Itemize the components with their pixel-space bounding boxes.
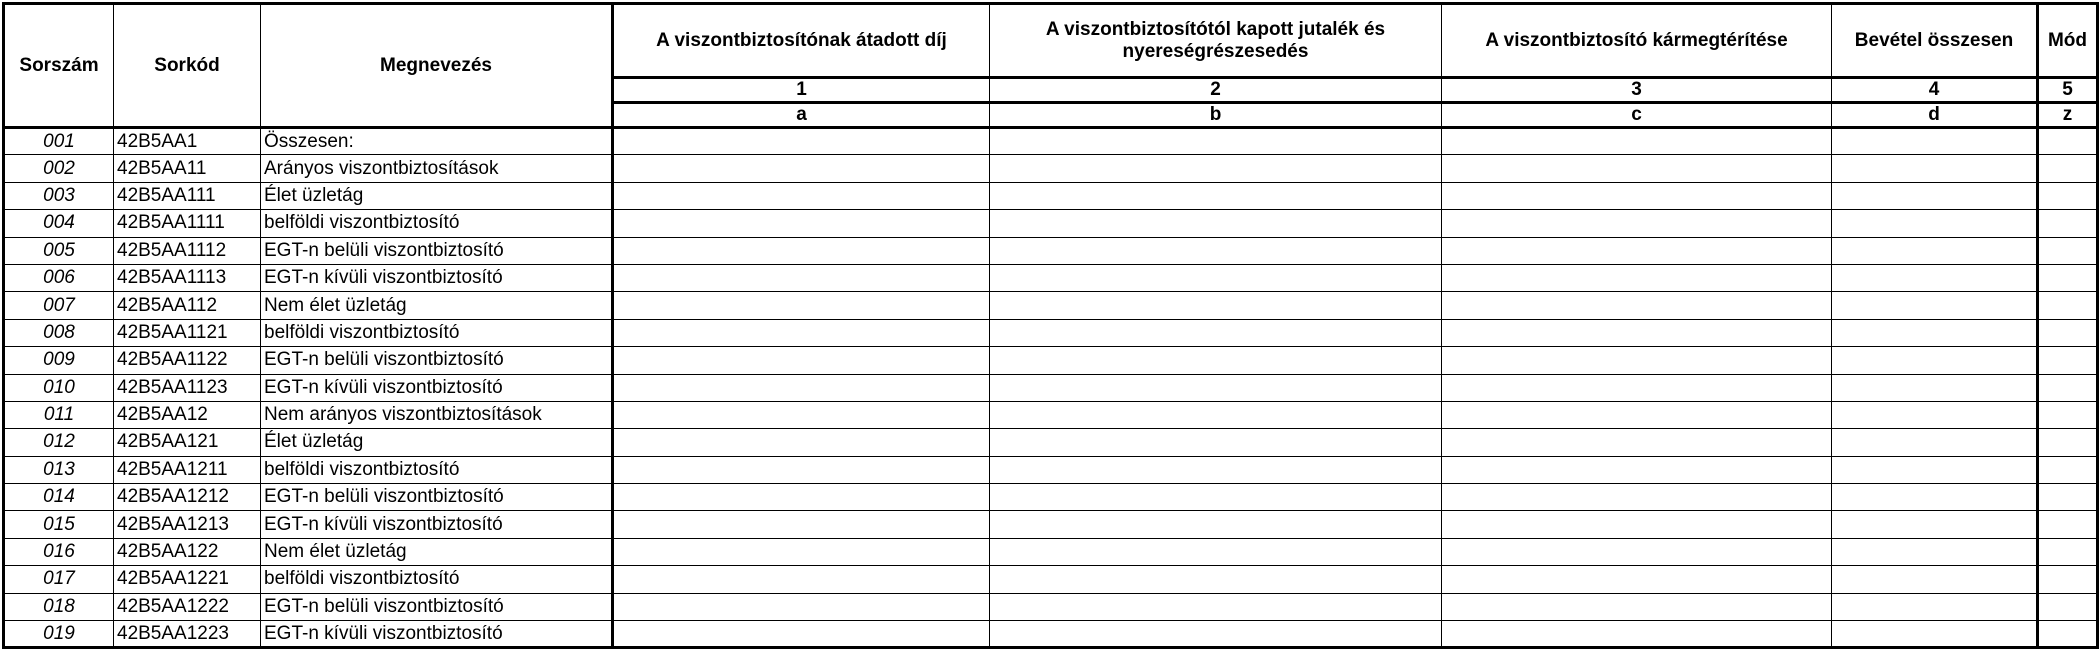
cell-col-5[interactable] <box>2038 182 2098 209</box>
cell-col-4[interactable] <box>1832 374 2038 401</box>
cell-col-2[interactable] <box>990 401 1442 428</box>
row-code: 42B5AA1112 <box>114 237 261 264</box>
row-number: 009 <box>4 347 114 374</box>
table-row <box>4 182 2098 209</box>
cell-col-4[interactable] <box>1832 456 2038 483</box>
row-code: 42B5AA1123 <box>114 374 261 401</box>
cell-col-2[interactable] <box>990 182 1442 209</box>
row-number: 017 <box>4 566 114 593</box>
cell-col-2[interactable] <box>990 128 1442 155</box>
cell-col-1[interactable] <box>613 128 990 155</box>
row-code: 42B5AA12 <box>114 401 261 428</box>
row-number: 003 <box>4 182 114 209</box>
cell-col-5[interactable] <box>2038 484 2098 511</box>
row-code: 42B5AA1 <box>114 128 261 155</box>
cell-col-5[interactable] <box>2038 237 2098 264</box>
row-code: 42B5AA111 <box>114 182 261 209</box>
header-col-2-number: 2 <box>990 78 1442 103</box>
table-row <box>4 237 2098 264</box>
cell-col-4[interactable] <box>1832 511 2038 538</box>
header-col-5-letter: z <box>2038 103 2098 128</box>
cell-col-1[interactable] <box>613 374 990 401</box>
cell-col-2[interactable] <box>990 538 1442 565</box>
cell-col-3[interactable] <box>1442 155 1832 182</box>
cell-col-4[interactable] <box>1832 264 2038 291</box>
cell-col-4[interactable] <box>1832 292 2038 319</box>
cell-col-2[interactable] <box>990 456 1442 483</box>
cell-col-5[interactable] <box>2038 292 2098 319</box>
cell-col-3[interactable] <box>1442 182 1832 209</box>
cell-col-3[interactable] <box>1442 456 1832 483</box>
row-number: 005 <box>4 237 114 264</box>
header-col-2-letter: b <box>990 103 1442 128</box>
table-row <box>4 429 2098 456</box>
row-code: 42B5AA11 <box>114 155 261 182</box>
cell-col-1[interactable] <box>613 456 990 483</box>
cell-col-1[interactable] <box>613 347 990 374</box>
row-name: Arányos viszontbiztosítások <box>261 155 613 182</box>
cell-col-5[interactable] <box>2038 401 2098 428</box>
row-number: 016 <box>4 538 114 565</box>
cell-col-3[interactable] <box>1442 374 1832 401</box>
header-col-2-title: A viszontbiztosítótól kapott jutalék és nyereségrészesedés <box>990 4 1442 78</box>
cell-col-4[interactable] <box>1832 621 2038 648</box>
header-col-3-letter: c <box>1442 103 1832 128</box>
cell-col-5[interactable] <box>2038 374 2098 401</box>
cell-col-1[interactable] <box>613 319 990 346</box>
row-code: 42B5AA122 <box>114 538 261 565</box>
row-number: 001 <box>4 128 114 155</box>
row-name: Élet üzletág <box>261 429 613 456</box>
cell-col-4[interactable] <box>1832 401 2038 428</box>
row-name: belföldi viszontbiztosító <box>261 210 613 237</box>
cell-col-1[interactable] <box>613 155 990 182</box>
row-name: EGT-n belüli viszontbiztosító <box>261 484 613 511</box>
row-name: Nem élet üzletág <box>261 538 613 565</box>
row-number: 002 <box>4 155 114 182</box>
table-row <box>4 484 2098 511</box>
header-col-5-title: Mód <box>2038 4 2098 78</box>
cell-col-4[interactable] <box>1832 429 2038 456</box>
table-row <box>4 566 2098 593</box>
row-code: 42B5AA1223 <box>114 621 261 648</box>
cell-col-3[interactable] <box>1442 319 1832 346</box>
cell-col-3[interactable] <box>1442 292 1832 319</box>
cell-col-2[interactable] <box>990 155 1442 182</box>
row-code: 42B5AA1122 <box>114 347 261 374</box>
row-number: 013 <box>4 456 114 483</box>
cell-col-5[interactable] <box>2038 593 2098 620</box>
header-col-1-letter: a <box>613 103 990 128</box>
row-name: belföldi viszontbiztosító <box>261 456 613 483</box>
cell-col-5[interactable] <box>2038 210 2098 237</box>
cell-col-1[interactable] <box>613 401 990 428</box>
table-row <box>4 292 2098 319</box>
row-name: EGT-n belüli viszontbiztosító <box>261 593 613 620</box>
table-row <box>4 621 2098 648</box>
table-row <box>4 374 2098 401</box>
cell-col-2[interactable] <box>990 237 1442 264</box>
row-name: Nem arányos viszontbiztosítások <box>261 401 613 428</box>
cell-col-1[interactable] <box>613 511 990 538</box>
cell-col-2[interactable] <box>990 264 1442 291</box>
cell-col-1[interactable] <box>613 182 990 209</box>
cell-col-5[interactable] <box>2038 347 2098 374</box>
cell-col-3[interactable] <box>1442 401 1832 428</box>
header-sorkod: Sorkód <box>114 4 261 128</box>
cell-col-2[interactable] <box>990 319 1442 346</box>
row-code: 42B5AA1221 <box>114 566 261 593</box>
cell-col-3[interactable] <box>1442 210 1832 237</box>
row-name: belföldi viszontbiztosító <box>261 319 613 346</box>
cell-col-4[interactable] <box>1832 128 2038 155</box>
row-code: 42B5AA121 <box>114 429 261 456</box>
cell-col-2[interactable] <box>990 566 1442 593</box>
row-code: 42B5AA1113 <box>114 264 261 291</box>
table-row <box>4 511 2098 538</box>
cell-col-5[interactable] <box>2038 566 2098 593</box>
cell-col-3[interactable] <box>1442 621 1832 648</box>
cell-col-3[interactable] <box>1442 237 1832 264</box>
cell-col-1[interactable] <box>613 538 990 565</box>
cell-col-1[interactable] <box>613 593 990 620</box>
table-row <box>4 593 2098 620</box>
cell-col-2[interactable] <box>990 347 1442 374</box>
header-col-4-title: Bevétel összesen <box>1832 4 2038 78</box>
row-name: EGT-n kívüli viszontbiztosító <box>261 511 613 538</box>
cell-col-1[interactable] <box>613 566 990 593</box>
cell-col-3[interactable] <box>1442 566 1832 593</box>
table-row <box>4 538 2098 565</box>
table-row <box>4 401 2098 428</box>
cell-col-1[interactable] <box>613 621 990 648</box>
header-col-4-letter: d <box>1832 103 2038 128</box>
row-name: EGT-n belüli viszontbiztosító <box>261 237 613 264</box>
cell-col-4[interactable] <box>1832 593 2038 620</box>
header-col-1-number: 1 <box>613 78 990 103</box>
row-code: 42B5AA1111 <box>114 210 261 237</box>
row-number: 019 <box>4 621 114 648</box>
cell-col-2[interactable] <box>990 621 1442 648</box>
row-code: 42B5AA1212 <box>114 484 261 511</box>
table-row <box>4 319 2098 346</box>
table-row <box>4 155 2098 182</box>
cell-col-2[interactable] <box>990 593 1442 620</box>
cell-col-1[interactable] <box>613 210 990 237</box>
table-row <box>4 456 2098 483</box>
header-megnevezes: Megnevezés <box>261 4 613 128</box>
row-number: 010 <box>4 374 114 401</box>
cell-col-3[interactable] <box>1442 347 1832 374</box>
cell-col-5[interactable] <box>2038 128 2098 155</box>
cell-col-2[interactable] <box>990 511 1442 538</box>
cell-col-3[interactable] <box>1442 429 1832 456</box>
header-col-1-title: A viszontbiztosítónak átadott díj <box>613 4 990 78</box>
header-col-3-number: 3 <box>1442 78 1832 103</box>
cell-col-5[interactable] <box>2038 621 2098 648</box>
cell-col-2[interactable] <box>990 429 1442 456</box>
row-code: 42B5AA112 <box>114 292 261 319</box>
cell-col-1[interactable] <box>613 429 990 456</box>
row-number: 006 <box>4 264 114 291</box>
row-number: 004 <box>4 210 114 237</box>
reinsurance-table <box>2 2 2099 649</box>
cell-col-4[interactable] <box>1832 566 2038 593</box>
cell-col-1[interactable] <box>613 237 990 264</box>
cell-col-5[interactable] <box>2038 155 2098 182</box>
cell-col-4[interactable] <box>1832 319 2038 346</box>
row-name: EGT-n kívüli viszontbiztosító <box>261 374 613 401</box>
cell-col-4[interactable] <box>1832 210 2038 237</box>
row-number: 012 <box>4 429 114 456</box>
row-number: 018 <box>4 593 114 620</box>
cell-col-5[interactable] <box>2038 456 2098 483</box>
cell-col-2[interactable] <box>990 484 1442 511</box>
row-number: 015 <box>4 511 114 538</box>
cell-col-4[interactable] <box>1832 347 2038 374</box>
cell-col-5[interactable] <box>2038 429 2098 456</box>
cell-col-3[interactable] <box>1442 128 1832 155</box>
cell-col-3[interactable] <box>1442 484 1832 511</box>
row-name: Élet üzletág <box>261 182 613 209</box>
cell-col-4[interactable] <box>1832 237 2038 264</box>
table-row <box>4 347 2098 374</box>
cell-col-2[interactable] <box>990 210 1442 237</box>
cell-col-4[interactable] <box>1832 155 2038 182</box>
row-name: Összesen: <box>261 128 613 155</box>
row-number: 014 <box>4 484 114 511</box>
cell-col-5[interactable] <box>2038 538 2098 565</box>
header-sorszam: Sorszám <box>4 4 114 128</box>
row-number: 011 <box>4 401 114 428</box>
cell-col-5[interactable] <box>2038 264 2098 291</box>
row-name: EGT-n kívüli viszontbiztosító <box>261 621 613 648</box>
header-col-3-title: A viszontbiztosító kármegtérítése <box>1442 4 1832 78</box>
cell-col-2[interactable] <box>990 374 1442 401</box>
row-code: 42B5AA1222 <box>114 593 261 620</box>
table-body <box>4 128 2098 648</box>
header-col-5-number: 5 <box>2038 78 2098 103</box>
cell-col-5[interactable] <box>2038 319 2098 346</box>
row-name: EGT-n belüli viszontbiztosító <box>261 347 613 374</box>
cell-col-1[interactable] <box>613 292 990 319</box>
cell-col-2[interactable] <box>990 292 1442 319</box>
row-code: 42B5AA1213 <box>114 511 261 538</box>
table-row <box>4 264 2098 291</box>
cell-col-5[interactable] <box>2038 511 2098 538</box>
table-row <box>4 128 2098 155</box>
cell-col-1[interactable] <box>613 484 990 511</box>
cell-col-3[interactable] <box>1442 511 1832 538</box>
row-name: Nem élet üzletág <box>261 292 613 319</box>
cell-col-4[interactable] <box>1832 182 2038 209</box>
row-code: 42B5AA1211 <box>114 456 261 483</box>
row-number: 008 <box>4 319 114 346</box>
cell-col-3[interactable] <box>1442 593 1832 620</box>
cell-col-3[interactable] <box>1442 264 1832 291</box>
report-sheet <box>2 2 2099 649</box>
row-code: 42B5AA1121 <box>114 319 261 346</box>
cell-col-1[interactable] <box>613 264 990 291</box>
cell-col-4[interactable] <box>1832 538 2038 565</box>
cell-col-4[interactable] <box>1832 484 2038 511</box>
row-name: EGT-n kívüli viszontbiztosító <box>261 264 613 291</box>
row-name: belföldi viszontbiztosító <box>261 566 613 593</box>
cell-col-3[interactable] <box>1442 538 1832 565</box>
header-col-4-number: 4 <box>1832 78 2038 103</box>
table-row <box>4 210 2098 237</box>
row-number: 007 <box>4 292 114 319</box>
